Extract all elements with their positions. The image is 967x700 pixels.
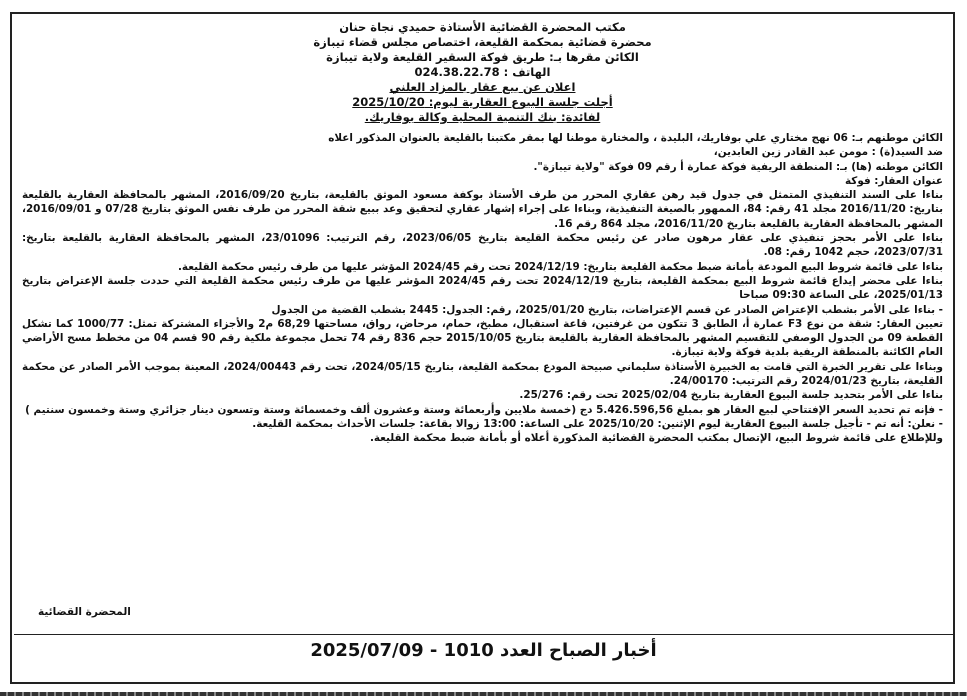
- body-paragraph: - بناءا على الأمر بشطب الإعتراض الصادر عن قسم الإعتراضات، بتاريخ 2025/01/20، رقم: الجدول: 2445 بشطب القضية من الجدول: [271, 303, 943, 316]
- body-paragraph: بناءا على السند التنفيذي المتمثل في جدول قيد رهن عقاري المحرر من طرف الأستاذ بوكفة مسعود الموثق بالقليعة، بتاريخ 2016/09/20، المشهر بالمحافظة العقارية بالقليعة بتاريخ: 2016/11/20 مجلد 41 رقم: 84، الممهور بالصيغة التنفيذية، وبناءا على إجراء إشهار عقاري لتحقيق وعد ببيع شقة المحرر من طرف نفس الموثق بتاريخ 07/28 و 2016/09/01، المشهر بالمحافظة العقارية بالقليعة بتاريخ 2016/11/20، مجلد 864 رقم 16.: [22, 189, 944, 230]
- body-paragraph: - نعلن: أنه تم - تأجيل جلسة البيوع العقارية ليوم الإثنين: 2025/10/20 على الساعة: 13:00 زوالا بقاعة: جلسات الأحداث بمحكمة القليعة.: [252, 417, 943, 430]
- notice-header: [12, 14, 953, 125]
- beneficiary: لفائدة: بنك التنمية المحلية وكالة بوفاريك.: [364, 110, 601, 124]
- body-paragraph: عنوان العقار: فوكة: [844, 174, 943, 187]
- bottom-border: [0, 692, 967, 696]
- office-address: الكائن مقرها بـ: طريق فوكة السقير القليعة ولاية تيبازة: [326, 50, 639, 64]
- body-paragraph: الكائن موطنه (ها) بـ: المنطقة الريفية فوكة عمارة أ رقم 09 فوكة "ولاية تيبازة".: [533, 160, 943, 173]
- body-paragraph: ضد السيد(ة) : مومن عبد القادر زين العابدين،: [713, 146, 943, 159]
- signature: المحضرة القضائية: [38, 606, 131, 618]
- notice-body: [12, 125, 953, 446]
- body-paragraph: بناءا على قائمة شروط البيع المودعة بأمانة ضبط محكمة القليعة بتاريخ: 2024/12/19 تحت رقم 2024/45 المؤشر عليها من طرف رئيس محكمة القليعة.: [177, 260, 943, 273]
- notice-frame: [10, 12, 955, 684]
- body-paragraph: بناءا على الأمر بتحديد جلسة البيوع العقارية بتاريخ 2025/02/04 تحت رقم: 25/276.: [519, 389, 943, 402]
- body-paragraph: بناءا على الأمر بحجز تنفيذي على عقار مرهون صادر عن رئيس محكمة القليعة بتاريخ 2023/06/05، رقم الترتيب: 23/01096، المشهر بالمحافظة العقارية بالقليعة بتاريخ: 2023/07/31، حجم 1042 رقم: 08.: [22, 232, 943, 259]
- body-paragraph: الكائن موطنهم بـ: 06 نهج مختاري علي بوفاريك، البليدة ، والمختارة موطنا لها بمقر مكتبنا بالقليعة بالعنوان المذكور اعلاه: [328, 132, 943, 144]
- session-date: أجلت جلسة البيوع العقارية ليوم: 2025/10/20: [352, 95, 613, 109]
- office-name: مكتب المحضرة القضائية الأستاذة حميدي نجاة حنان: [339, 20, 626, 34]
- office-phone: الهاتف : 024.38.22.78: [414, 65, 551, 79]
- jurisdiction: محضرة قضائية بمحكمة القليعة، اختصاص مجلس قضاء تيبازة: [313, 35, 652, 49]
- body-paragraph: وبناءا على تقرير الخبرة التي قامت به الخبيرة الأستاذة سليماني صبيحة المودع بمحكمة القليعة، بتاريخ 2024/05/15، تحت رقم 2024/00443، المعينة بموجب الأمر الصادر عن محكمة القليعة، بتاريخ 2024/01/23 رقم الترتيب: 24/00170.: [22, 360, 944, 388]
- body-paragraph: وللإطلاع على قائمة شروط البيع، الإتصال بمكتب المحضرة القضائية المذكورة أعلاه أو بأمانة ضبط محكمة القليعة.: [369, 432, 943, 445]
- body-paragraph: بناءا على محضر إيداع قائمة شروط البيع بمحكمة القليعة، بتاريخ 2024/12/19 تحت رقم 2024/45 المؤشر عليها من طرف رئيس محكمة القليعة التي حددت جلسة الإعتراض بتاريخ 2025/01/13، على الساعة 09:30 صباحا: [22, 274, 943, 302]
- body-paragraph: تعيين العقار: شقة من نوع F3 عمارة أ، الطابق 3 تتكون من غرفتين، قاعة استقبال، مطبخ، حمام، مرحاض، رواق، مساحتها 68,29 م2 والأجزاء المشتركة تمثل: 1000/77 كما تشكل القطعة 09 من الجدول الوصفي للتقسيم المشهر بالمحافظة العقارية بالقليعة بتاريخ 2015/10/05 حجم 836 رقم 74 تحمل مجموعة ملكية رقم 90 قسم 04 من مخطط مسح الأراضي العام الكائنة بالمنطقة الريفية بلدية فوكة ولاية تيبازة.: [22, 317, 943, 359]
- body-paragraph: - فإنه تم تحديد السعر الإفتتاحي لبيع العقار هو بمبلغ 5.426.596,56 دج (خمسة ملايين وأربعمائة وستة وعشرون ألف وخمسمائة وستة وتسعون دينار جزائري وستة وخمسون سنتيم ): [25, 403, 943, 416]
- newspaper-footer: أخبار الصباح العدد 1010 - 2025/07/09: [310, 640, 657, 661]
- notice-title: اعلان عن بيع عقار بالمزاد العلني: [389, 80, 576, 94]
- footer-divider: [14, 634, 953, 635]
